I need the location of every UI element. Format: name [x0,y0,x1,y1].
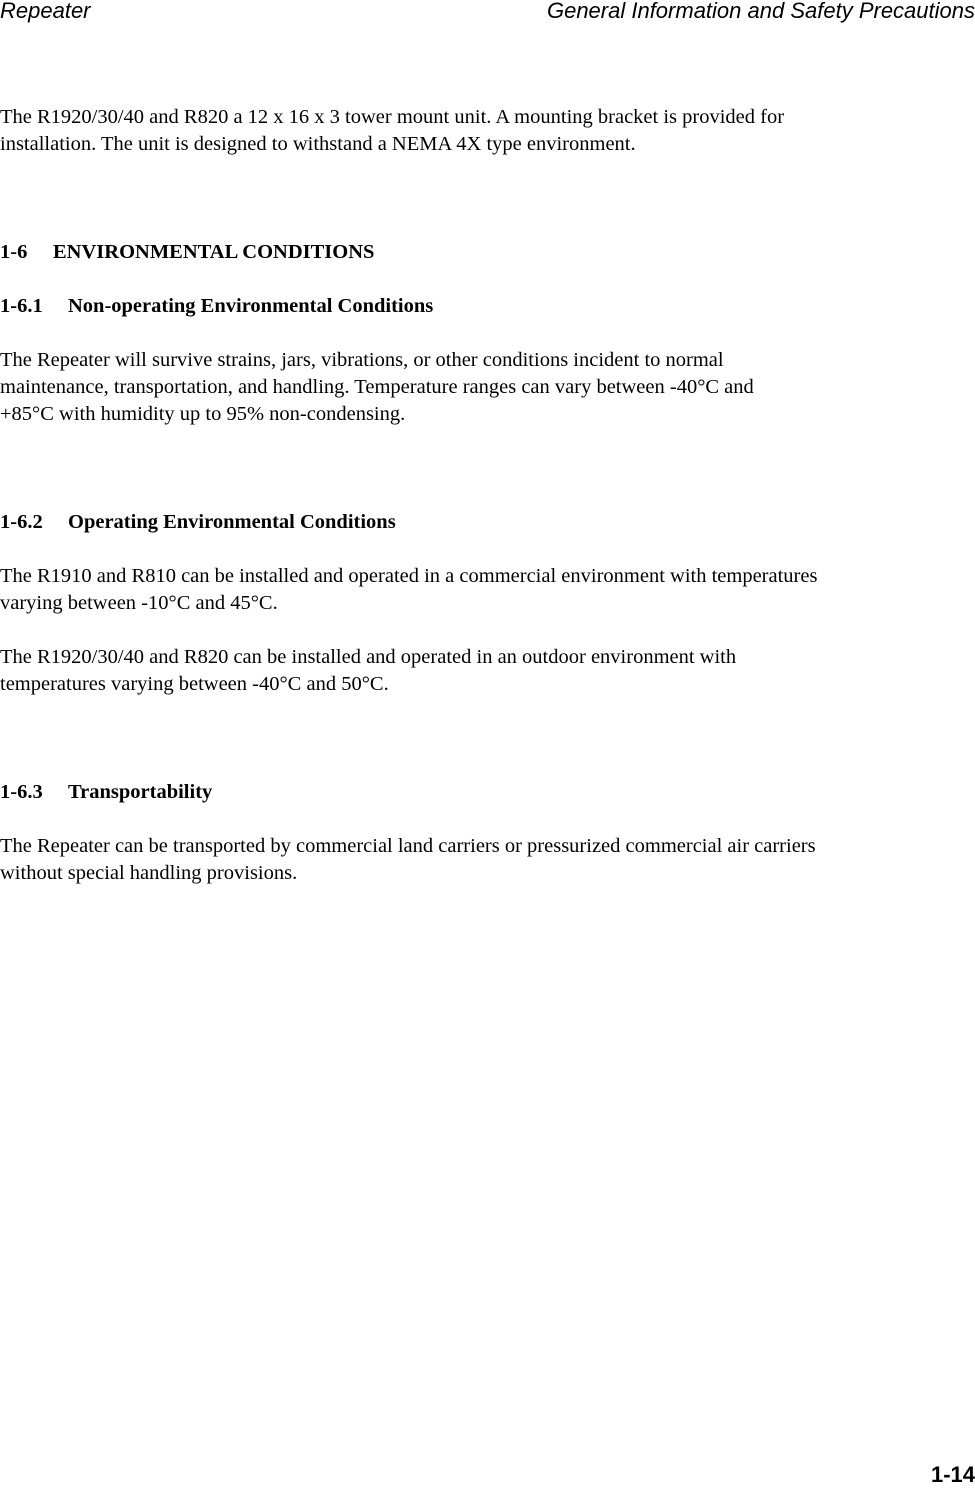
subsection-number: 1-6.3 [0,781,43,803]
running-header-title: Repeater [0,0,91,23]
page-number: 1-14 [930,1462,975,1487]
subsection-heading [0,779,960,806]
subsection-heading [0,509,960,536]
subsection-heading [0,293,960,320]
body-paragraph: The Repeater can be transported by commercial land carriers or pressurized commercial air carriers without special handling provisions. [0,835,816,884]
subsection-number: 1-6.1 [0,295,43,317]
section-number: 1-6 [0,241,28,263]
body-paragraph: The Repeater will survive strains, jars, vibrations, or other conditions incident to normal maintenance, transportation, and handling. Temperature ranges can vary between -40°C and +85°C with humidity up to 95% non-condensing. [0,349,754,425]
intro-paragraph: The R1920/30/40 and R820 a 12 x 16 x 3 tower mount unit. A mounting bracket is provided for installation. The unit is designed to withstand a NEMA 4X type environment. [0,106,785,155]
subsection-title: Transportability [68,781,213,803]
section-title: ENVIRONMENTAL CONDITIONS [53,241,375,263]
section-heading [0,239,960,266]
page-body [0,104,960,887]
body-paragraph: The R1910 and R810 can be installed and operated in a commercial environment with temperatures varying between -10°C and 45°C. [0,565,818,614]
subsection-number: 1-6.2 [0,511,43,533]
subsection-title: Operating Environmental Conditions [68,511,396,533]
subsection-title: Non-operating Environmental Conditions [68,295,434,317]
running-header-chapter: General Information and Safety Precautions [546,0,975,23]
body-paragraph: The R1920/30/40 and R820 can be installed and operated in an outdoor environment with temperatures varying between -40°C and 50°C. [0,646,737,695]
